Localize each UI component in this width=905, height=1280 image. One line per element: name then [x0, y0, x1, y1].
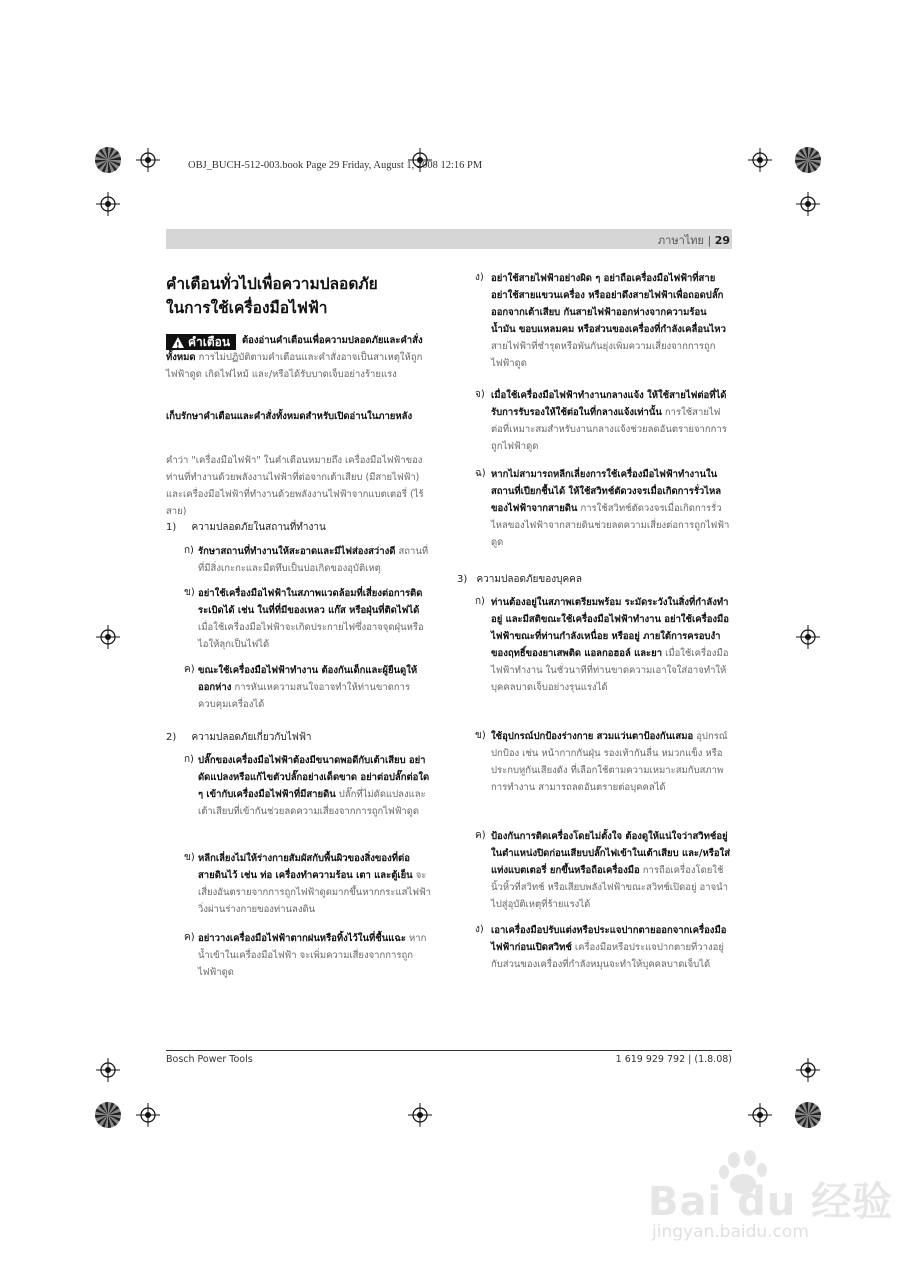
section-1-heading: 1) ความปลอดภัยในสถานที่ทำงาน [166, 522, 326, 533]
item-letter: ค) [184, 932, 195, 943]
warning-body: การไม่ปฏิบัติตามคำเตือนและคำสั่งอาจเป็นสาเหตุให้ถูกไฟฟ้าดูด เกิดไฟไหม้ และ/หรือได้รับบาดเจ็บอย่างร้ายแรง [166, 352, 423, 380]
crosshair-icon [136, 1103, 160, 1127]
list-item: ง) อย่าใช้สายไฟฟ้าอย่างผิด ๆ อย่าถือเครื่องมือไฟฟ้าที่สาย อย่าใช้สายแขวนเครื่อง หรืออย่าดึงสายไฟฟ้าเพื่อถอดปลั๊กออกจากเต้าเสียบ กันสายไฟฟ้าออกห่างจากความร้อน น้ำมัน ขอบแหลมคม หรือส่วนของเครื่องที่กำลังเคลื่อนไหว สายไฟฟ้าที่ชำรุดหรือพันกันยุ่งเพิ่มความเสี่ยงจากการถูกไฟฟ้าดูด [475, 272, 726, 369]
item-letter: ก) [184, 545, 194, 556]
crosshair-icon [748, 1103, 772, 1127]
color-wheel-icon [795, 147, 821, 173]
page-title [166, 272, 456, 320]
item-letter: ข) [184, 852, 195, 863]
language-label: ภาษาไทย [657, 234, 704, 247]
crosshair-icon [796, 1058, 820, 1082]
crosshair-icon [796, 625, 820, 649]
item-letter: ง) [475, 272, 484, 283]
watermark-url: jingyan.baidu.com [652, 1222, 809, 1242]
color-wheel-icon [795, 1102, 821, 1128]
list-item: ค) ขณะใช้เครื่องมือไฟฟ้าทำงาน ต้องกันเด็กและผู้ยืนดูให้ออกห่าง การหันเหความสนใจอาจทำให้ท่านขาดการควบคุมเครื่องได้ [184, 664, 418, 710]
crosshair-icon [796, 192, 820, 216]
warning-badge-label: คำเตือน [187, 335, 231, 349]
page-number: 29 [714, 234, 730, 247]
list-item: ค) อย่าวางเครื่องมือไฟฟ้าตากฝนหรือทิ้งไว้ในที่ชื้นแฉะ หากน้ำเข้าในเครื่องมือไฟฟ้า จะเพิ่มความเสี่ยงจากการถูกไฟฟ้าดูด [184, 932, 427, 978]
item-letter: จ) [475, 389, 485, 400]
footer-rule [166, 1050, 732, 1051]
list-item: ค) ป้องกันการติดเครื่องโดยไม่ตั้งใจ ต้องดูให้แน่ใจว่าสวิทช์อยู่ในตำแหน่งปิดก่อนเสียบปลั๊กไฟเข้าในเต้าเสียบ และ/หรือใส่แท่งแบตเตอรี่ ยกขึ้นหรือถือเครื่องมือ การถือเครื่องโดยใช้นิ้วหิ้วที่สวิทช์ หรือเสียบพลังไฟฟ้าขณะสวิทช์เปิดอยู่ อาจนำไปสู่อุบัติเหตุที่ร้ายแรงได้ [475, 830, 730, 910]
section-2-heading: 2) ความปลอดภัยเกี่ยวกับไฟฟ้า [166, 732, 312, 743]
color-wheel-icon [95, 147, 121, 173]
title-line-2: ในการใช้เครื่องมือไฟฟ้า [166, 299, 328, 317]
list-item: ง) เอาเครื่องมือปรับแต่งหรือประแจปากตายออกจากเครื่องมือไฟฟ้าก่อนเปิดสวิทช์ เครื่องมือหรือประแจปากตายที่วางอยู่กับส่วนของเครื่องที่กำลังหมุนจะทำให้บุคคลบาดเจ็บได้ [475, 924, 727, 970]
crosshair-icon [408, 1103, 432, 1127]
item-letter: ค) [184, 664, 195, 675]
list-item: ก) รักษาสถานที่ทำงานให้สะอาดและมีไฟส่องสว่างดี สถานที่ที่มีสิ่งเกะกะและมืดทึบเป็นบ่อเกิดของอุบัติเหตุ [184, 545, 429, 574]
crosshair-icon [136, 148, 160, 172]
color-wheel-icon [95, 1102, 121, 1128]
list-item: ฉ) หากไม่สามารถหลีกเลี่ยงการใช้เครื่องมือไฟฟ้าทำงานในสถานที่เปียกชื้นได้ ให้ใช้สวิทช์ตัดวงจรเมื่อเกิดการรั่วไหลของไฟฟ้าจากสายดิน การใช้สวิทช์ตัดวงจรเมื่อเกิดการรั่วไหลของไฟฟ้าจากสายดินช่วยลดความเสี่ยงต่อการถูกไฟฟ้าดูด [475, 468, 730, 548]
list-item: ข) อย่าใช้เครื่องมือไฟฟ้าในสภาพแวดล้อมที่เสี่ยงต่อการติดระเบิดได้ เช่น ในที่ที่มีของเหลว แก๊ส หรือฝุ่นที่ติดไฟได้ เมื่อใช้เครื่องมือไฟฟ้าจะเกิดประกายไฟซึ่งอาจจุดฝุ่นหรือไอให้ลุกเป็นไฟได้ [184, 587, 424, 650]
language-page-label: ภาษาไทย | 29 [657, 234, 730, 247]
warning-text [166, 332, 432, 383]
definition-text: คำว่า "เครื่องมือไฟฟ้า" ในคำเตือนหมายถึง เครื่องมือไฟฟ้าของท่านที่ทำงานด้วยพลังงานไฟฟ้าที่ต่อจากเต้าเสียบ (มีสายไฟฟ้า) และเครื่องมือไฟฟ้าที่ทำงานด้วยพลังงานไฟฟ้าจากแบตเตอรี่ (ไร้สาย) [166, 455, 424, 517]
item-letter: ข) [184, 587, 195, 598]
item-letter: ฉ) [475, 468, 486, 479]
list-item: ก) ท่านต้องอยู่ในสภาพเตรียมพร้อม ระมัดระวังในสิ่งที่กำลังทำอยู่ และมีสติขณะใช้เครื่องมือไฟฟ้าทำงาน อย่าใช้เครื่องมือไฟฟ้าขณะที่ท่านกำลังเหนื่อย หรืออยู่ ภายใต้การครอบงำของฤทธิ์ของยาเสพติด แอลกอฮอล์ และยา เมื่อใช้เครื่องมือไฟฟ้าทำงาน ในชั่วนาทีที่ท่านขาดความเอาใจใส่อาจทำให้บุคคลบาดเจ็บอย่างรุนแรงได้ [475, 596, 730, 693]
crosshair-icon [748, 148, 772, 172]
keep-heading: เก็บรักษาคำเตือนและคำสั่งทั้งหมดสำหรับเปิดอ่านในภายหลัง [166, 411, 413, 422]
watermark-logo: Bai du 经验 [648, 1179, 894, 1225]
footer-doc-number: 1 619 929 792 | (1.8.08) [615, 1054, 732, 1065]
crosshair-icon [96, 1058, 120, 1082]
list-item: ข) ใช้อุปกรณ์ปกป้องร่างกาย สวมแว่นตาป้องกันเสมอ อุปกรณ์ปกป้อง เช่น หน้ากากกันฝุ่น รองเท้ากันลื่น หมวกแข็ง หรือประกบหูกันเสียงดัง ที่เลือกใช้ตามความเหมาะสมกับสภาพการทำงาน สามารถลดอันตรายต่อบุคคลได้ [475, 730, 728, 793]
item-letter: ข) [475, 730, 486, 741]
title-line-1: คำเตือนทั่วไปเพื่อความปลอดภัย [166, 275, 378, 293]
crosshair-icon [96, 192, 120, 216]
item-letter: ค) [475, 830, 486, 841]
crosshair-icon [96, 625, 120, 649]
item-letter: ก) [475, 596, 485, 607]
item-letter: ง) [475, 924, 484, 935]
list-item: ก) ปลั๊กของเครื่องมือไฟฟ้าต้องมีขนาดพอดีกับเต้าเสียบ อย่าดัดแปลงหรือแก้ไขตัวปลั๊กอย่างเด็ดขาด อย่าต่อปลั๊กต่อใด ๆ เข้ากับเครื่องมือไฟฟ้าที่มีสายดิน ปลั๊กที่ไม่ดัดแปลงและเต้าเสียบที่เข้ากันช่วยลดความเสี่ยงจากการถูกไฟฟ้าดูด [184, 754, 430, 817]
warning-bold: ต้องอ่านคำเตือนเพื่อความปลอดภัยและคำสั่งทั้งหมด [166, 335, 423, 363]
book-header: OBJ_BUCH-512-003.book Page 29 Friday, August 1, 2008 12:16 PM [188, 160, 483, 171]
section-3-heading: 3) ความปลอดภัยของบุคคล [457, 574, 582, 585]
item-letter: ก) [184, 754, 194, 765]
list-item: ข) หลีกเลี่ยงไม่ให้ร่างกายสัมผัสกับพื้นผิวของสิ่งของที่ต่อสายดินไว้ เช่น ท่อ เครื่องทำความร้อน เตา และตู้เย็น จะเสี่ยงอันตรายจากการถูกไฟฟ้าดูดมากขึ้นหากกระแสไฟฟ้าวิ่งผ่านร่างกายของท่านลงดิน [184, 852, 432, 915]
footer-brand: Bosch Power Tools [166, 1054, 253, 1065]
list-item: จ) เมื่อใช้เครื่องมือไฟฟ้าทำงานกลางแจ้ง ให้ใช้สายไฟต่อที่ได้รับการรับรองให้ใช้ต่อในที่กลางแจ้งเท่านั้น การใช้สายไฟต่อที่เหมาะสมสำหรับงานกลางแจ้งช่วยลดอันตรายจากการถูกไฟฟ้าดูด [475, 389, 727, 452]
